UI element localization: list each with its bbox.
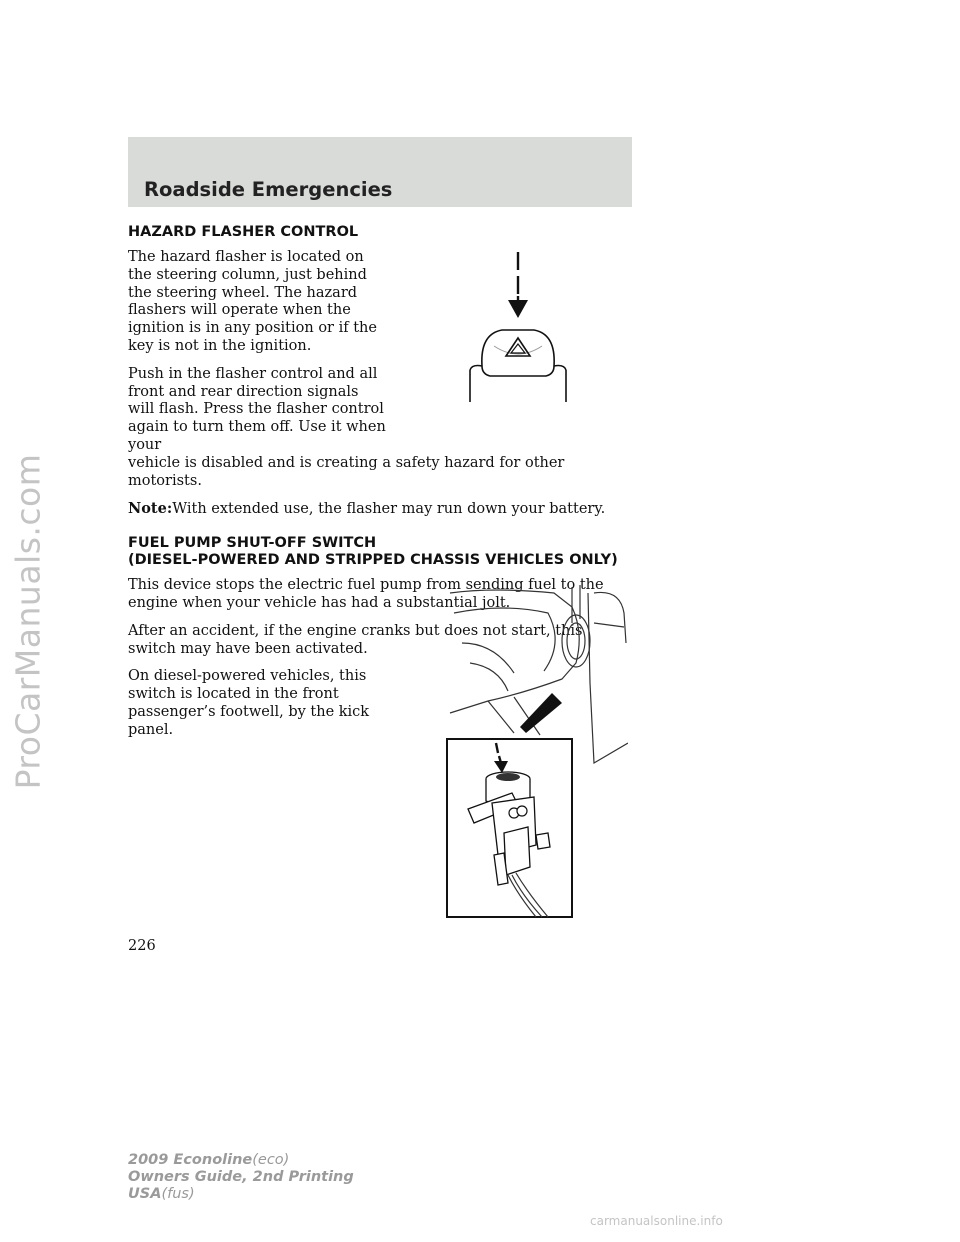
hazard-switch-illustration	[462, 246, 574, 406]
page-title: Roadside Emergencies	[144, 178, 393, 201]
footer-line-1	[128, 1152, 354, 1169]
hazard-paragraph-2-continued: vehicle is disabled and is creating a safety hazard for other motorists.	[128, 454, 565, 489]
footer-model-code: (eco)	[252, 1152, 290, 1168]
footer-market-code: (fus)	[161, 1186, 195, 1202]
fuel-pump-heading-line-2: (DIESEL-POWERED AND STRIPPED CHASSIS VEHICLES ONLY)	[128, 552, 618, 569]
note-label: Note:	[128, 500, 173, 518]
fuel-pump-paragraph-2: After an accident, if the engine cranks but does not start, this switch may have been activated.	[128, 622, 583, 657]
document-footer	[128, 1152, 354, 1203]
fuel-pump-paragraph-3: On diesel-powered vehicles, this switch is located in the front passenger’s footwell, by the kick panel.	[128, 668, 370, 738]
footer-market: USA	[128, 1186, 162, 1202]
side-watermark	[6, 0, 50, 1242]
fuel-pump-paragraph-1: This device stops the electric fuel pump from sending fuel to the engine when your vehicle has had a substantial jolt.	[128, 577, 604, 611]
footer-line-3	[128, 1186, 354, 1203]
fuel-pump-heading-line-1: FUEL PUMP SHUT-OFF SWITCH	[128, 535, 377, 552]
hazard-note	[128, 500, 633, 519]
hazard-paragraph-2: Push in the flasher control and all front and rear direction signals will flash. Press the flasher control again to turn them off. Use it when your	[128, 365, 386, 453]
bottom-watermark: carmanualsonline.info	[590, 1214, 723, 1228]
section-header	[128, 137, 632, 207]
note-text: With extended use, the flasher may run down your battery.	[172, 501, 606, 518]
hazard-heading: HAZARD FLASHER CONTROL	[128, 224, 359, 240]
hazard-paragraph-1: The hazard flasher is located on the steering column, just behind the steering wheel. The hazard flashers will operate when the ignition is in any position or if the key is not in the ignition.	[128, 249, 377, 354]
fuel-pump-switch-illustration	[444, 583, 628, 920]
footer-line-2	[128, 1169, 354, 1186]
page-number: 226	[128, 938, 156, 954]
footer-model: 2009 Econoline	[128, 1152, 253, 1168]
side-watermark-text: ProCarManuals.com	[8, 453, 48, 789]
footer-edition: Owners Guide, 2nd Printing	[128, 1169, 354, 1185]
